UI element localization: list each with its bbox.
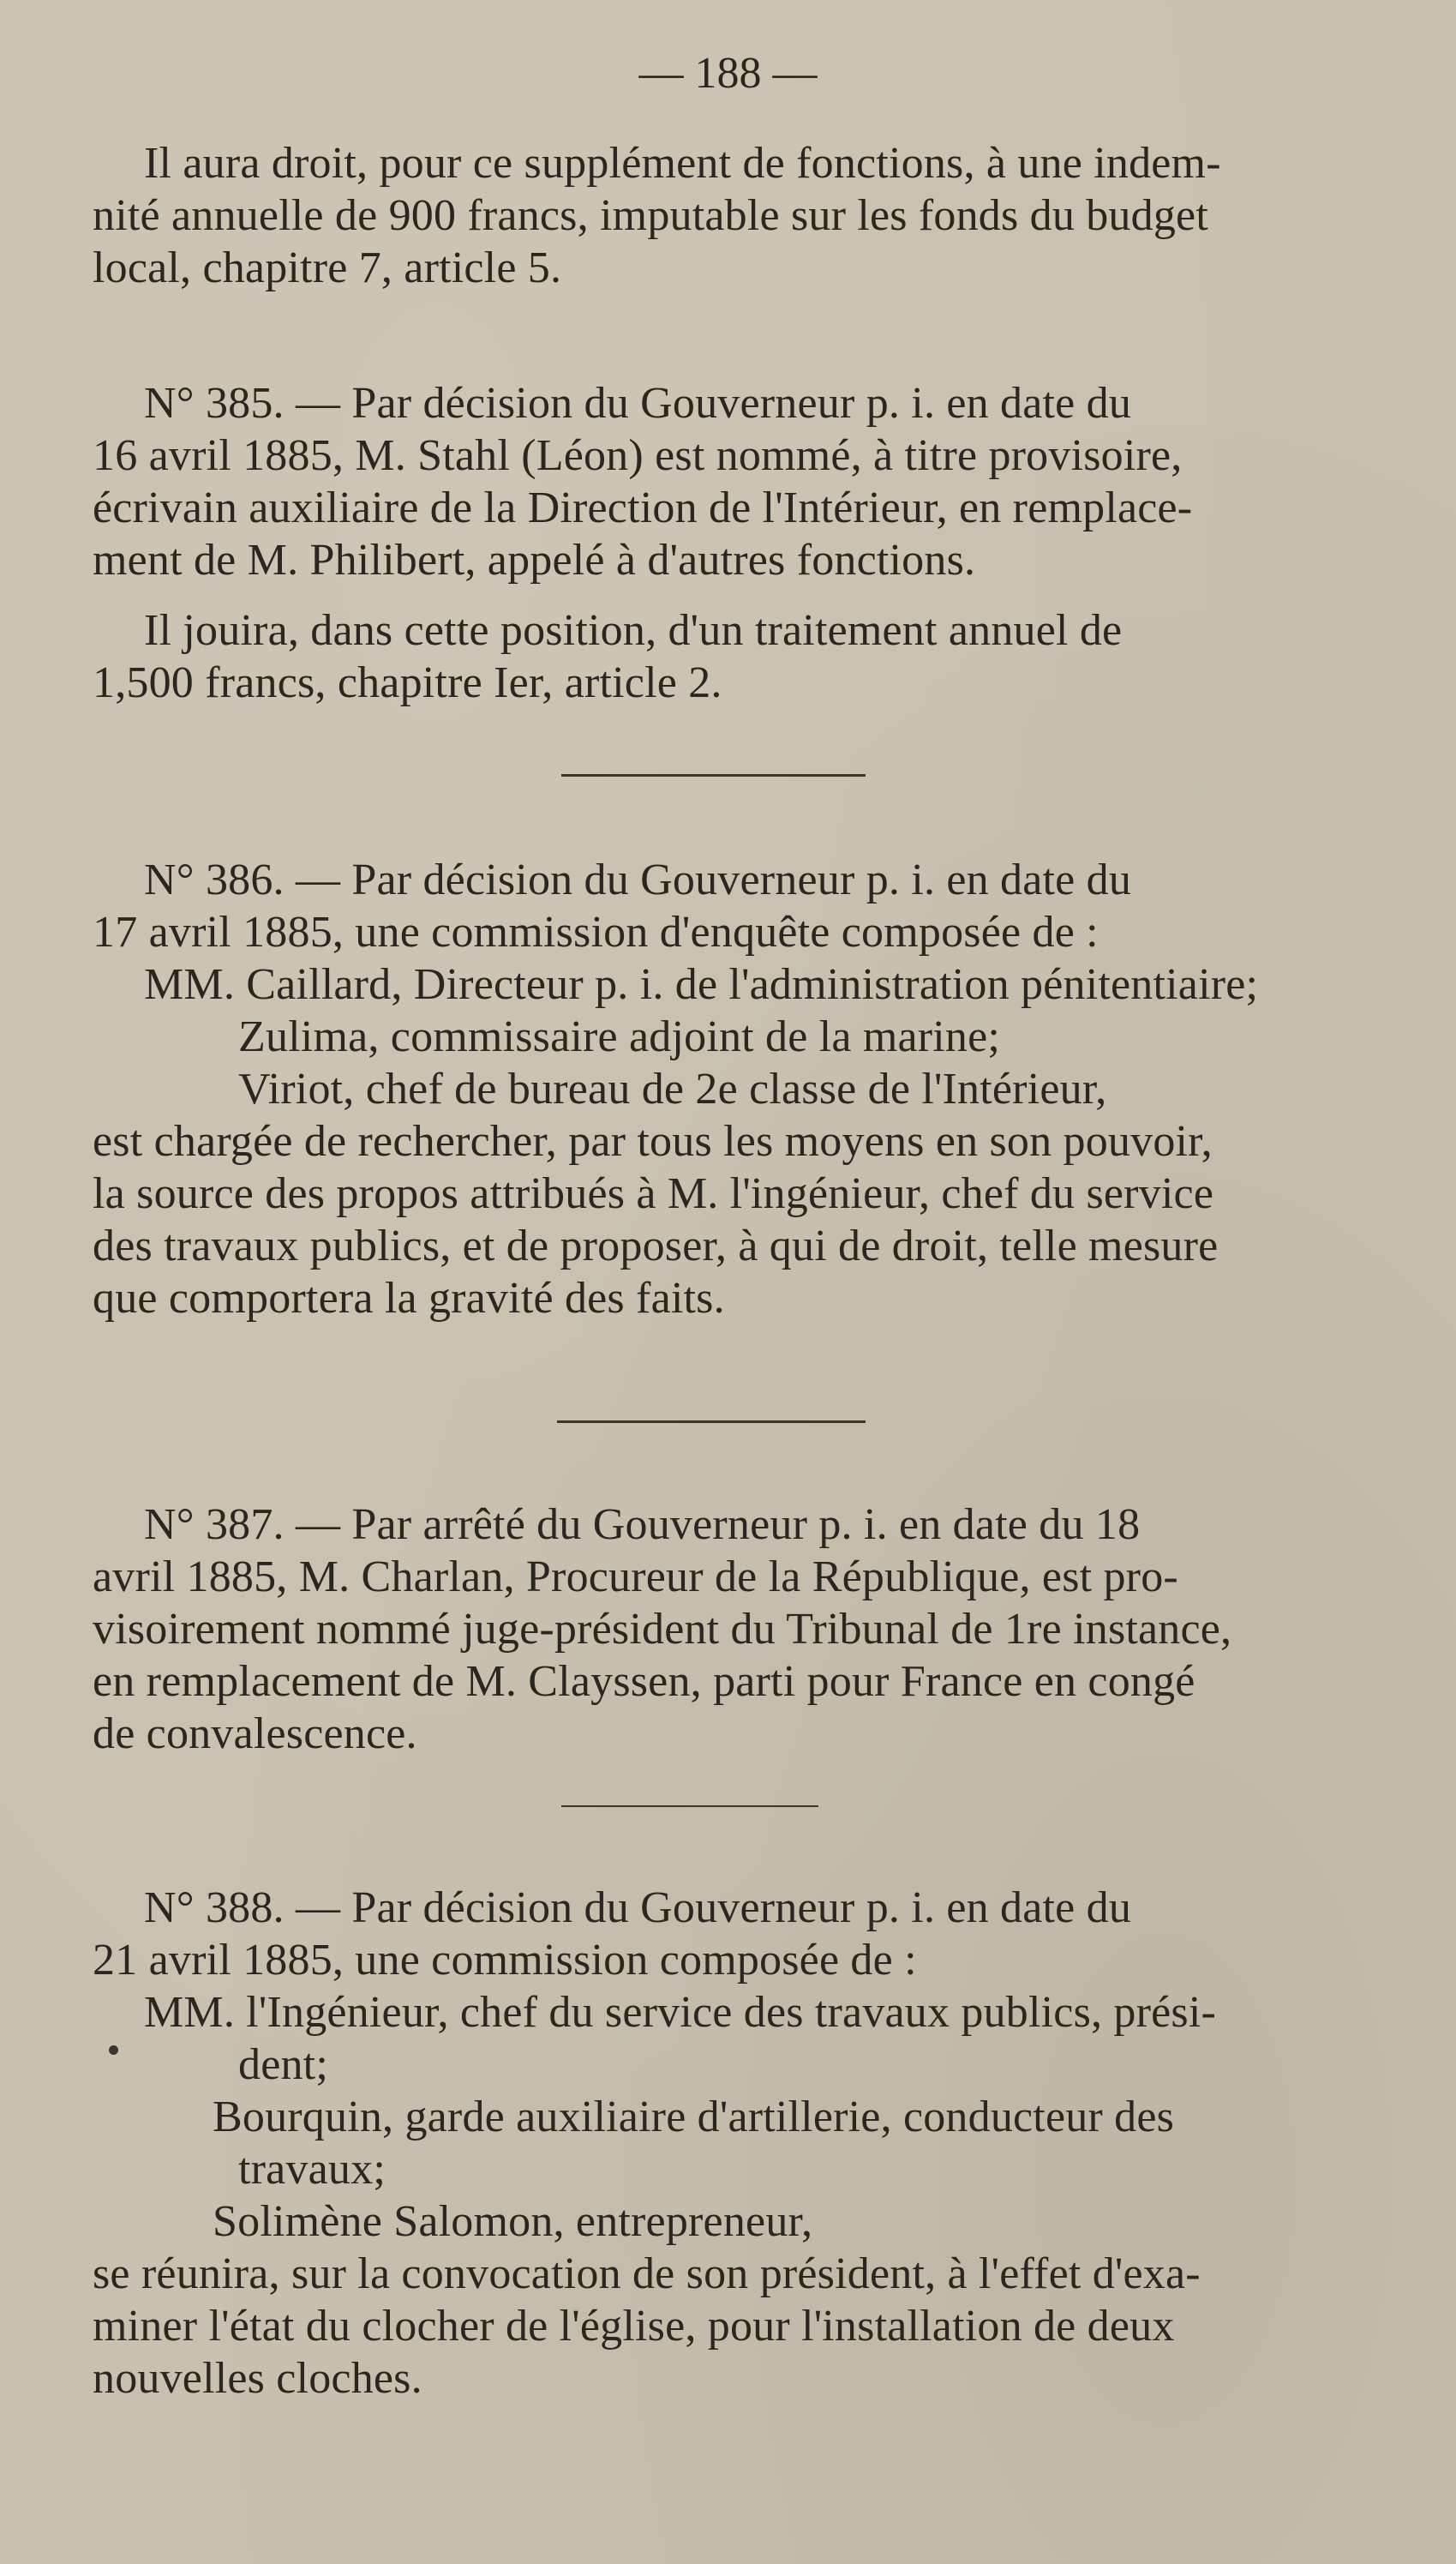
ink-dot-mark [109, 2045, 118, 2055]
member-line: dent; [238, 2040, 328, 2089]
member-line: Zulima, commissaire adjoint de la marine; [238, 1012, 1001, 1061]
text-line: visoirement nommé juge-président du Tribunal de 1re instance, [93, 1605, 1232, 1654]
member-line: MM. Caillard, Directeur p. i. de l'administration pénitentiaire; [144, 960, 1259, 1009]
text-line: est chargée de rechercher, par tous les moyens en son pouvoir, [93, 1117, 1213, 1166]
paragraph-388 [93, 1882, 1378, 2405]
text-line: Il jouira, dans cette position, d'un traitement annuel de [144, 606, 1123, 655]
text-line: nouvelles cloches. [93, 2354, 422, 2403]
text-line: que comportera la gravité des faits. [93, 1274, 725, 1323]
member-line: Bourquin, garde auxiliaire d'artillerie, conducteur des [213, 2093, 1175, 2141]
text-line: avril 1885, M. Charlan, Procureur de la République, est pro- [93, 1552, 1178, 1601]
paragraph-385 [93, 377, 1378, 586]
paragraph-385-salary [93, 604, 1378, 709]
text-line: se réunira, sur la convocation de son président, à l'effet d'exa- [93, 2249, 1201, 2298]
section-divider [561, 774, 866, 777]
text-line: local, chapitre 7, article 5. [93, 243, 562, 292]
text-line: 16 avril 1885, M. Stahl (Léon) est nommé, à titre provisoire, [93, 431, 1183, 480]
text-line: en remplacement de M. Clayssen, parti pour France en congé [93, 1657, 1195, 1706]
paragraph-387 [93, 1498, 1378, 1760]
text-line: miner l'état du clocher de l'église, pour l'installation de deux [93, 2302, 1175, 2351]
text-line: écrivain auxiliaire de la Direction de l'Intérieur, en remplace- [93, 483, 1193, 532]
paragraph-intro [93, 137, 1378, 294]
text-line: ment de M. Philibert, appelé à d'autres fonctions. [93, 536, 976, 585]
text-line: 17 avril 1885, une commission d'enquête composée de : [93, 908, 1099, 957]
text-line: N° 386. — Par décision du Gouverneur p. i. en date du [144, 856, 1132, 904]
section-divider [557, 1420, 866, 1423]
member-line: Solimène Salomon, entrepreneur, [213, 2197, 813, 2246]
text-line: de convalescence. [93, 1709, 417, 1758]
text-line: des travaux publics, et de proposer, à qui de droit, telle mesure [93, 1222, 1219, 1270]
member-line: Viriot, chef de bureau de 2e classe de l'Intérieur, [238, 1065, 1107, 1114]
text-line: 21 avril 1885, une commission composée de : [93, 1936, 917, 1985]
text-line: N° 388. — Par décision du Gouverneur p. i. en date du [144, 1883, 1132, 1932]
text-line: N° 385. — Par décision du Gouverneur p. i. en date du [144, 379, 1132, 428]
page-number: — 188 — [638, 49, 818, 98]
text-line: 1,500 francs, chapitre Ier, article 2. [93, 658, 722, 707]
member-line: travaux; [238, 2145, 386, 2194]
paragraph-386 [93, 854, 1378, 1324]
text-line: nité annuelle de 900 francs, imputable sur les fonds du budget [93, 191, 1208, 240]
text-line: la source des propos attribués à M. l'ingénieur, chef du service [93, 1169, 1214, 1218]
section-divider [561, 1805, 818, 1807]
text-line: Il aura droit, pour ce supplément de fonctions, à une indem- [144, 139, 1221, 188]
text-line: N° 387. — Par arrêté du Gouverneur p. i. en date du 18 [144, 1500, 1141, 1549]
member-line: MM. l'Ingénieur, chef du service des travaux publics, prési- [144, 1988, 1217, 2037]
